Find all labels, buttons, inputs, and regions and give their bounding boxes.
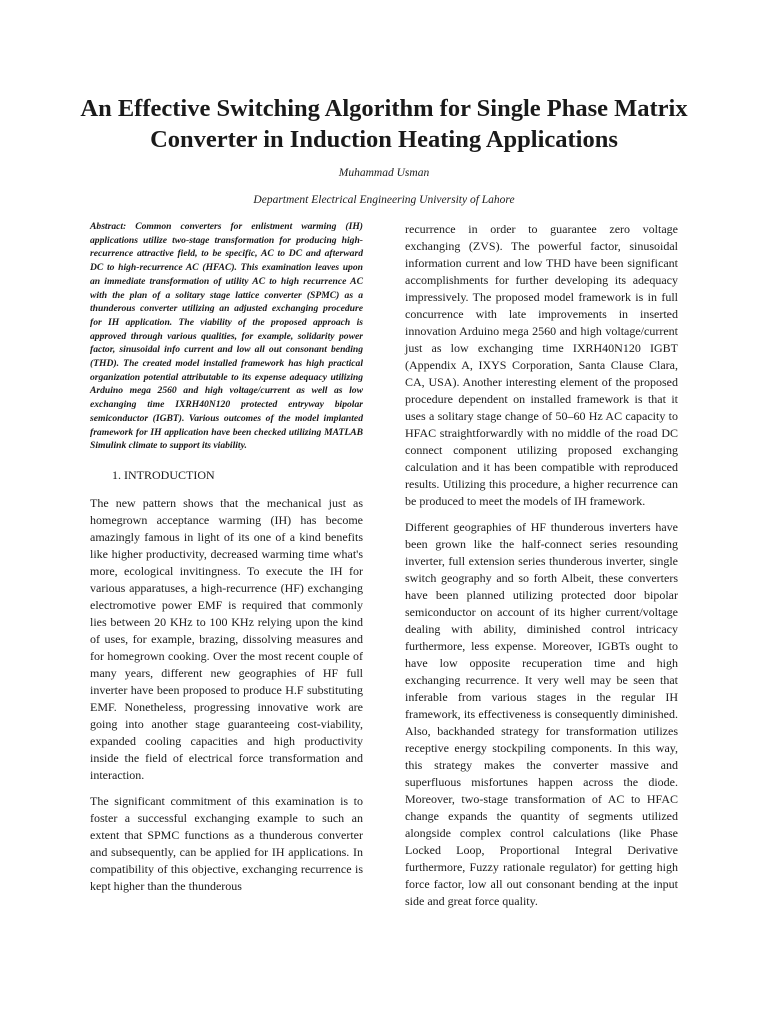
author-name: Muhammad Usman <box>338 167 430 179</box>
abstract: Abstract: Common converters for enlistment warming (IH) applications utilize two-stage transformation for producing high-recurrence attractive field, to be specific, AC to DC and afterward DC to high-recurrence AC (HFAC). This examination leaves upon an immediate transformation of utility AC to high recurrence AC with the plan of a solitary stage lattice converter (SPMC) as a thunderous converter utilizing an adjusted exchanging procedure for IH application. The viability of the proposed approach is approved through various qualities, for example, solidarity power factor, sinusoidal info current and low all out consonant bending (THD). The created model installed framework has high practical organization potential attributable to its expense adequacy utilizing Arduino mega 2560 and high voltage/current as well as low exchanging time IXRH40N120 protected entryway bipolar semiconductor (IGBT). Various outcomes of the model implanted framework for IH application have been checked utilizing MATLAB Simulink climate to support its viability. <box>90 221 363 452</box>
left-column <box>90 220 363 904</box>
body-paragraph: The new pattern shows that the mechanical just as homegrown acceptance warming (IH) has become amazingly famous in light of its one of a kind benefits like higher productivity, decreased warming time what's more, ecological invitingness. To execute the IH for various apparatuses, a high-recurrence (HF) exchanging electromotive power EMF is required that commonly lies between 20 KHz to 100 KHz relying upon the kind of uses, for example, brazing, dissolving measures and for homegrown cooking. Over the most recent couple of many years, different new geographies of HF full inverter have been proposed to produce H.F substituting EMF. Nonetheless, progressing innovative work are going into another stage guaranteeing cost-viability, expanded cooling capacities and high productivity inside the field of electrical force transformation and interaction. <box>90 495 363 782</box>
body-paragraph: Different geographies of HF thunderous inverters have been grown like the half-connect series resounding inverter, full extension series thunderous inverter, single switch geography and so forth Albeit, these converters have been planned utilizing protected door bipolar semiconductor on account of its higher current/voltage dealing with ability, diminished control intricacy furthermore, less expense. Moreover, IGBTs ought to have low opposite recuperation time and high exchanging recurrence. It very well may be seen that inferable from various stages in the regular IH framework, its effectiveness is consequently diminished. Also, backhanded strategy for transformation utilizes receptive energy stockpiling components. In this way, this strategy makes the converter massive and superfluous misfortunes happen across the diode. Moreover, two-stage transformation of AC to HFAC change expands the quantity of segments utilized alongside complex control calculations (like Phase Locked Loop, Proportional Integral Derivative furthermore, Fuzzy rationale regulator) for getting high force factor, low all out consonant bending at the input side and great force quality. <box>405 520 678 908</box>
author-affiliation: Department Electrical Engineering University of Lahore <box>253 194 515 206</box>
section-heading-introduction: 1. INTRODUCTION <box>112 467 215 482</box>
body-paragraph: The significant commitment of this examination is to foster a successful exchanging example to such an extent that SPMC functions as a thunderous converter and subsequently, can be applied for IH applications. In compatibility of this objective, exchanging recurrence is kept higher than the thunderous <box>90 793 363 893</box>
right-column <box>405 221 678 919</box>
paper-title: An Effective Switching Algorithm for Single Phase Matrix Converter in Induction Heating Applications <box>80 95 688 153</box>
body-paragraph: recurrence in order to guarantee zero voltage exchanging (ZVS). The powerful factor, sinusoidal information current and low THD have been significant accomplishments for further developing its adequacy impressively. The proposed model framework is in full concurrence with late improvements in inserted innovation Arduino mega 2560 and high voltage/current just as low exchanging time IXRH40N120 IGBT (Appendix A, IXYS Corporation, Santa Clause Clara, CA, USA). Another interesting element of the proposed procedure dependent on installed framework is that it uses a solitary stage change of 50–60 Hz AC capacity to HFAC straightforwardly with no middle of the road DC connect component utilizing proposed exchanging calculation and it has been compatible with reproduced results. Utilizing this procedure, a higher recurrence can be produced to meet the models of IH framework. <box>405 222 678 508</box>
